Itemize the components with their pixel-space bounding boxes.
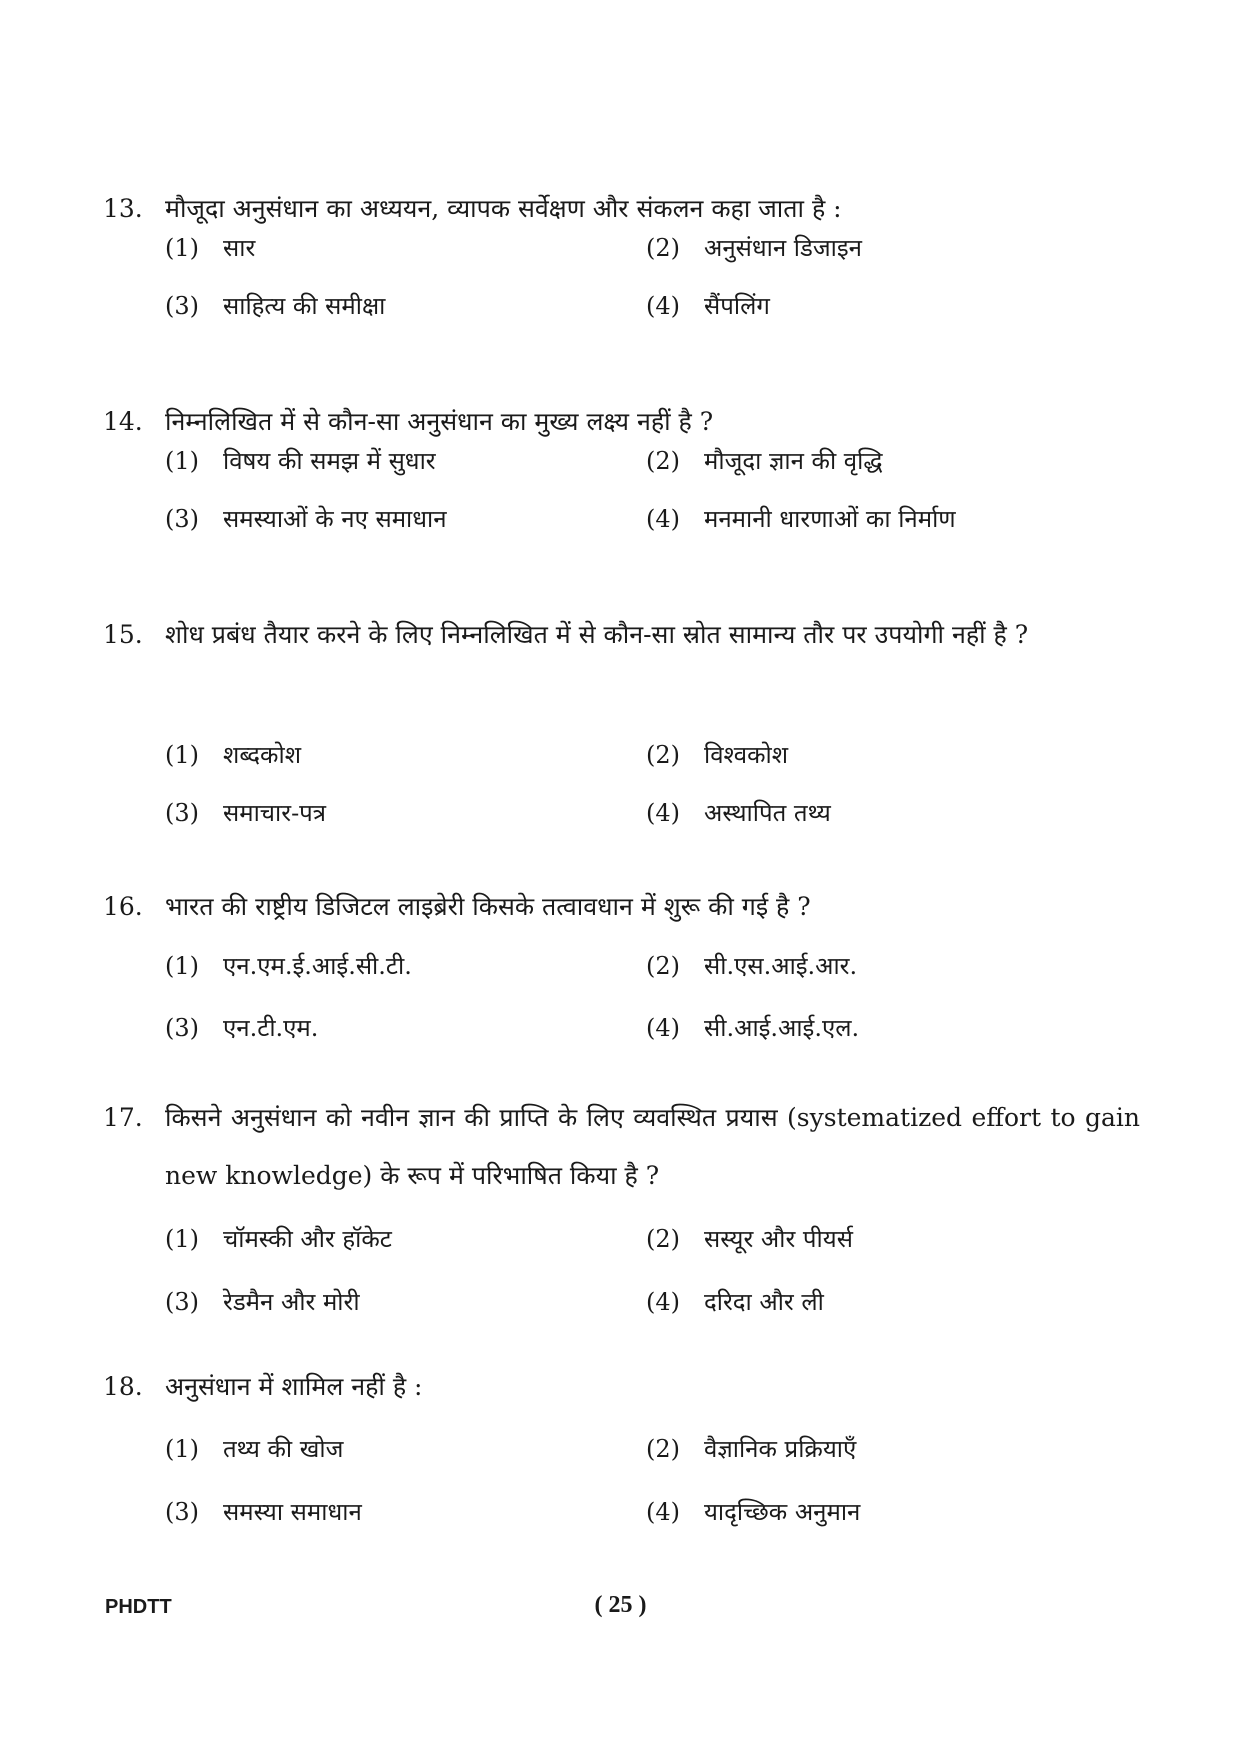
option-text: एन.टी.एम. <box>223 1014 319 1042</box>
option-number: (1) <box>165 234 199 262</box>
option-16-3 <box>165 1013 318 1043</box>
option-number: (4) <box>646 1288 680 1316</box>
option-text: एन.एम.ई.आई.सी.टी. <box>223 952 412 980</box>
option-17-1 <box>165 1224 392 1254</box>
option-number: (2) <box>646 234 680 262</box>
option-text: वैज्ञानिक प्रक्रियाएँ <box>704 1435 857 1463</box>
option-16-4 <box>646 1013 859 1043</box>
option-number: (3) <box>165 505 199 533</box>
option-17-4 <box>646 1287 824 1317</box>
option-18-1 <box>165 1434 343 1464</box>
option-13-2 <box>646 233 862 263</box>
page-number: ( 25 ) <box>594 1592 647 1618</box>
option-14-2 <box>646 446 883 476</box>
option-number: (4) <box>646 292 680 320</box>
option-text: शब्दकोश <box>223 741 302 769</box>
option-number: (2) <box>646 952 680 980</box>
question-text: किसने अनुसंधान को नवीन ज्ञान की प्राप्ति के लिए व्यवस्थित प्रयास (systematized effort to gain new knowledge) के रूप में परिभाषित किया है ? <box>165 1103 1140 1190</box>
question-text: शोध प्रबंध तैयार करने के लिए निम्नलिखित में से कौन-सा स्रोत सामान्य तौर पर उपयोगी नहीं है ? <box>165 620 1029 649</box>
option-16-2 <box>646 951 857 981</box>
option-number: (3) <box>165 292 199 320</box>
option-13-4 <box>646 291 770 321</box>
option-text: दरिदा और ली <box>704 1288 824 1316</box>
option-text: समाचार-पत्र <box>223 799 327 827</box>
option-13-3 <box>165 291 385 321</box>
option-number: (1) <box>165 741 199 769</box>
option-16-1 <box>165 951 412 981</box>
option-14-3 <box>165 504 447 534</box>
option-number: (3) <box>165 799 199 827</box>
option-number: (2) <box>646 1435 680 1463</box>
question-text: निम्नलिखित में से कौन-सा अनुसंधान का मुख्य लक्ष्य नहीं है ? <box>165 407 714 436</box>
option-15-1 <box>165 740 301 770</box>
question-number: 16. <box>103 892 143 921</box>
option-number: (1) <box>165 1435 199 1463</box>
option-text: अस्थापित तथ्य <box>704 799 831 827</box>
option-text: समस्याओं के नए समाधान <box>223 505 447 533</box>
option-number: (2) <box>646 741 680 769</box>
option-text: समस्या समाधान <box>223 1498 362 1526</box>
option-text: अनुसंधान डिजाइन <box>704 234 862 262</box>
option-15-4 <box>646 798 831 828</box>
option-18-3 <box>165 1497 362 1527</box>
question-number: 14. <box>103 407 143 436</box>
option-17-3 <box>165 1287 360 1317</box>
option-number: (1) <box>165 952 199 980</box>
option-text: सस्यूर और पीयर्स <box>704 1225 853 1253</box>
option-15-2 <box>646 740 788 770</box>
question-text: अनुसंधान में शामिल नहीं है : <box>165 1372 423 1401</box>
option-number: (1) <box>165 447 199 475</box>
question-text: मौजूदा अनुसंधान का अध्ययन, व्यापक सर्वेक्षण और संकलन कहा जाता है : <box>165 194 842 223</box>
option-18-2 <box>646 1434 856 1464</box>
question-text: भारत की राष्ट्रीय डिजिटल लाइब्रेरी किसके तत्वावधान में शुरू की गई है ? <box>165 892 811 921</box>
option-number: (4) <box>646 799 680 827</box>
option-14-4 <box>646 504 956 534</box>
option-text: विश्वकोश <box>704 741 789 769</box>
option-13-1 <box>165 233 255 263</box>
option-text: सार <box>223 234 256 262</box>
question-number: 13. <box>103 194 143 223</box>
option-number: (1) <box>165 1225 199 1253</box>
option-number: (4) <box>646 505 680 533</box>
option-17-2 <box>646 1224 853 1254</box>
option-number: (2) <box>646 447 680 475</box>
option-number: (3) <box>165 1288 199 1316</box>
option-text: तथ्य की खोज <box>223 1435 344 1463</box>
option-text: यादृच्छिक अनुमान <box>704 1498 861 1526</box>
option-15-3 <box>165 798 326 828</box>
option-text: मनमानी धारणाओं का निर्माण <box>704 505 956 533</box>
option-18-4 <box>646 1497 860 1527</box>
option-text: रेडमैन और मोरी <box>223 1288 360 1316</box>
option-text: मौजूदा ज्ञान की वृद्धि <box>704 447 883 475</box>
option-text: सी.एस.आई.आर. <box>704 952 858 980</box>
option-text: सी.आई.आई.एल. <box>704 1014 860 1042</box>
question-number: 17. <box>103 1103 143 1132</box>
question-number: 18. <box>103 1372 143 1401</box>
paper-code: PHDTT <box>105 1596 172 1618</box>
option-text: चॉमस्की और हॉकेट <box>223 1225 392 1253</box>
option-number: (3) <box>165 1498 199 1526</box>
option-text: विषय की समझ में सुधार <box>223 447 436 475</box>
option-number: (4) <box>646 1498 680 1526</box>
question-number: 15. <box>103 620 143 649</box>
option-number: (4) <box>646 1014 680 1042</box>
option-text: साहित्य की समीक्षा <box>223 292 386 320</box>
option-number: (2) <box>646 1225 680 1253</box>
option-text: सैंपलिंग <box>704 292 770 320</box>
option-number: (3) <box>165 1014 199 1042</box>
option-14-1 <box>165 446 436 476</box>
